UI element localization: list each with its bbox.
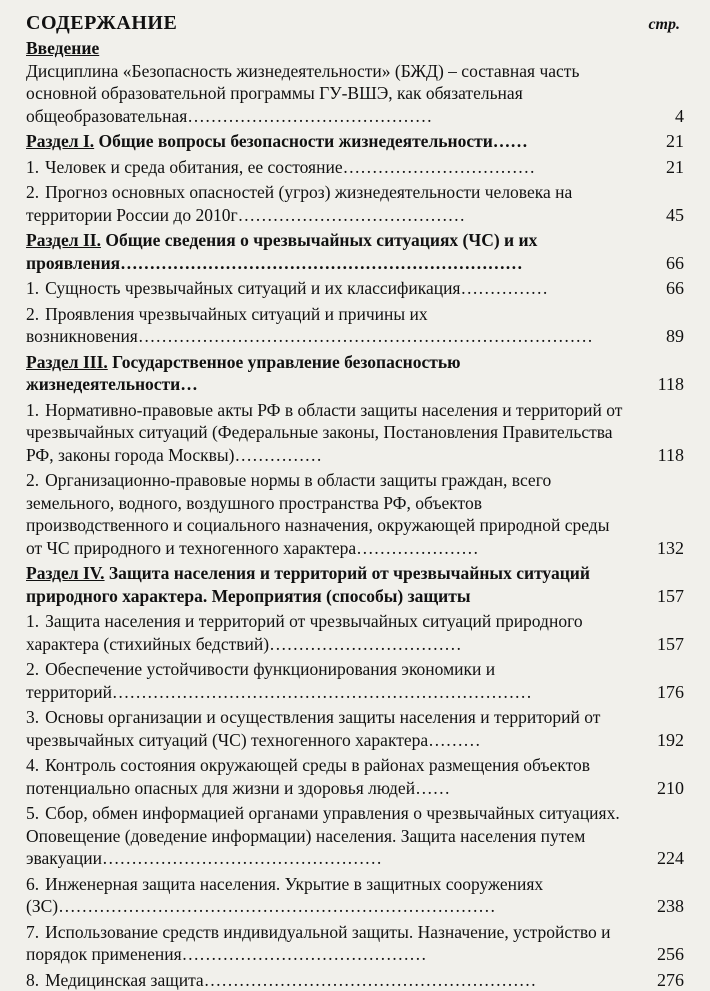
toc-entry-text [26, 181, 626, 226]
toc-entry-item [26, 399, 684, 467]
toc-entry-item [26, 658, 684, 703]
item-number: 1. [26, 157, 39, 177]
toc-entry-item [26, 802, 684, 870]
item-text: Сбор, обмен информацией органами управления о чрезвычайных ситуациях. Оповещение (доведение информации) населения. Защита населения путем эвакуации………………………………………… [26, 803, 620, 868]
toc-entry-section [26, 562, 684, 607]
page-number: 238 [626, 895, 684, 918]
page-number: 256 [626, 943, 684, 966]
page-number: 66 [626, 277, 684, 300]
page-column-label: стр. [648, 16, 680, 34]
toc-entry-text [26, 969, 626, 991]
toc-entry-text [26, 60, 626, 128]
section-label: Раздел I. [26, 131, 94, 151]
section-title: Защита населения и территорий от чрезвычайных ситуаций природного характера. Мероприятия (способы) защиты [26, 563, 590, 606]
toc-entry-text [26, 229, 626, 274]
toc-entry-item [26, 156, 684, 179]
toc-entry-text [26, 469, 626, 559]
item-number: 1. [26, 278, 39, 298]
item-number: 1. [26, 611, 39, 631]
toc-entry-section [26, 229, 684, 274]
item-number: 2. [26, 304, 39, 324]
toc-header [26, 12, 684, 35]
toc-entry-text [26, 658, 626, 703]
page-number: 224 [626, 847, 684, 870]
page-number: 132 [626, 537, 684, 560]
toc-title: СОДЕРЖАНИЕ [26, 12, 177, 35]
toc-entry-text [26, 610, 626, 655]
page-number: 210 [626, 777, 684, 800]
item-number: 8. [26, 970, 39, 990]
section-title: Общие сведения о чрезвычайных ситуациях (ЧС) и их проявления…………………………………………………………… [26, 230, 537, 273]
item-text: Дисциплина «Безопасность жизнедеятельности» (БЖД) – составная часть основной образовательной программы ГУ-ВШЭ, как обязательная общеобразовательная…………………………………… [26, 61, 579, 126]
item-text: Инженерная защита населения. Укрытие в защитных сооружениях (ЗС)………………………………………………………………… [26, 874, 543, 917]
item-text: Защита населения и территорий от чрезвычайных ситуаций природного характера (стихийных бедствий)…………………………… [26, 611, 583, 654]
item-number: 2. [26, 182, 39, 202]
item-number: 7. [26, 922, 39, 942]
item-text: Основы организации и осуществления защиты населения и территорий от чрезвычайных ситуаций (ЧС) техногенного характера……… [26, 707, 600, 750]
toc-entry-item [26, 873, 684, 918]
page-number: 118 [626, 373, 684, 396]
page-number: 21 [626, 156, 684, 179]
toc-entry-text [26, 277, 626, 300]
toc-entry-text [26, 921, 626, 966]
page-number: 89 [626, 325, 684, 348]
toc-entry-text [26, 37, 626, 60]
item-text: Использование средств индивидуальной защиты. Назначение, устройство и порядок применения…………………………………… [26, 922, 610, 965]
toc-entry-text [26, 399, 626, 467]
toc-entry-section [26, 130, 684, 153]
page-number: 157 [626, 633, 684, 656]
toc-entry-text [26, 156, 626, 179]
item-number: 3. [26, 707, 39, 727]
item-number: 5. [26, 803, 39, 823]
toc-entry-text [26, 351, 626, 396]
item-text: Проявления чрезвычайных ситуаций и причины их возникновения…………………………………………………………………… [26, 304, 593, 347]
section-label: Раздел IV. [26, 563, 105, 583]
toc-entry-text [26, 303, 626, 348]
item-number: 1. [26, 400, 39, 420]
toc-entry-text [26, 873, 626, 918]
section-title: Государственное управление безопасностью жизнедеятельности… [26, 352, 460, 395]
page-number: 45 [626, 204, 684, 227]
item-text: Нормативно-правовые акты РФ в области защиты населения и территорий от чрезвычайных ситуаций (Федеральные законы, Постановления Правительства РФ, законы города Москвы)…………… [26, 400, 622, 465]
item-number: 2. [26, 470, 39, 490]
toc-entry-item [26, 610, 684, 655]
item-text: Обеспечение устойчивости функционирования экономики и территорий……………………………………………………………… [26, 659, 532, 702]
section-label: Раздел III. [26, 352, 108, 372]
toc-entry-item [26, 469, 684, 559]
heading-text: Введение [26, 38, 99, 58]
toc-entry-item [26, 60, 684, 128]
item-number: 4. [26, 755, 39, 775]
toc-entry-item [26, 277, 684, 300]
page-number: 4 [626, 105, 684, 128]
toc-entry-text [26, 802, 626, 870]
toc-entry-item [26, 181, 684, 226]
toc-list [26, 37, 684, 991]
toc-entry-text [26, 130, 626, 153]
toc-entry-heading [26, 37, 684, 60]
toc-entry-text [26, 754, 626, 799]
section-title: Общие вопросы безопасности жизнедеятельности…… [99, 131, 528, 151]
toc-entry-item [26, 706, 684, 751]
item-text: Организационно-правовые нормы в области защиты граждан, всего земельного, водного, воздушного пространства РФ, объектов производственного и социального назначения, окружающей природной среды от ЧС природного и техногенного характера………………… [26, 470, 609, 558]
item-number: 6. [26, 874, 39, 894]
page-number: 66 [626, 252, 684, 275]
item-text: Человек и среда обитания, ее состояние…………………………… [45, 157, 535, 177]
toc-entry-item [26, 921, 684, 966]
page-number: 192 [626, 729, 684, 752]
item-text: Прогноз основных опасностей (угроз) жизнедеятельности человека на территории России до 2010г………………………………… [26, 182, 572, 225]
page-number: 276 [626, 969, 684, 991]
page-number: 157 [626, 585, 684, 608]
page-number: 176 [626, 681, 684, 704]
toc-entry-text [26, 562, 626, 607]
page-number: 118 [626, 444, 684, 467]
item-text: Контроль состояния окружающей среды в районах размещения объектов потенциально опасных для жизни и здоровья людей…… [26, 755, 590, 798]
item-text: Медицинская защита………………………………………………… [45, 970, 536, 990]
toc-entry-text [26, 706, 626, 751]
toc-entry-item [26, 969, 684, 991]
item-text: Сущность чрезвычайных ситуаций и их классификация…………… [45, 278, 548, 298]
toc-entry-item [26, 754, 684, 799]
toc-entry-item [26, 303, 684, 348]
item-number: 2. [26, 659, 39, 679]
page-number: 21 [626, 130, 684, 153]
section-label: Раздел II. [26, 230, 101, 250]
toc-entry-section [26, 351, 684, 396]
